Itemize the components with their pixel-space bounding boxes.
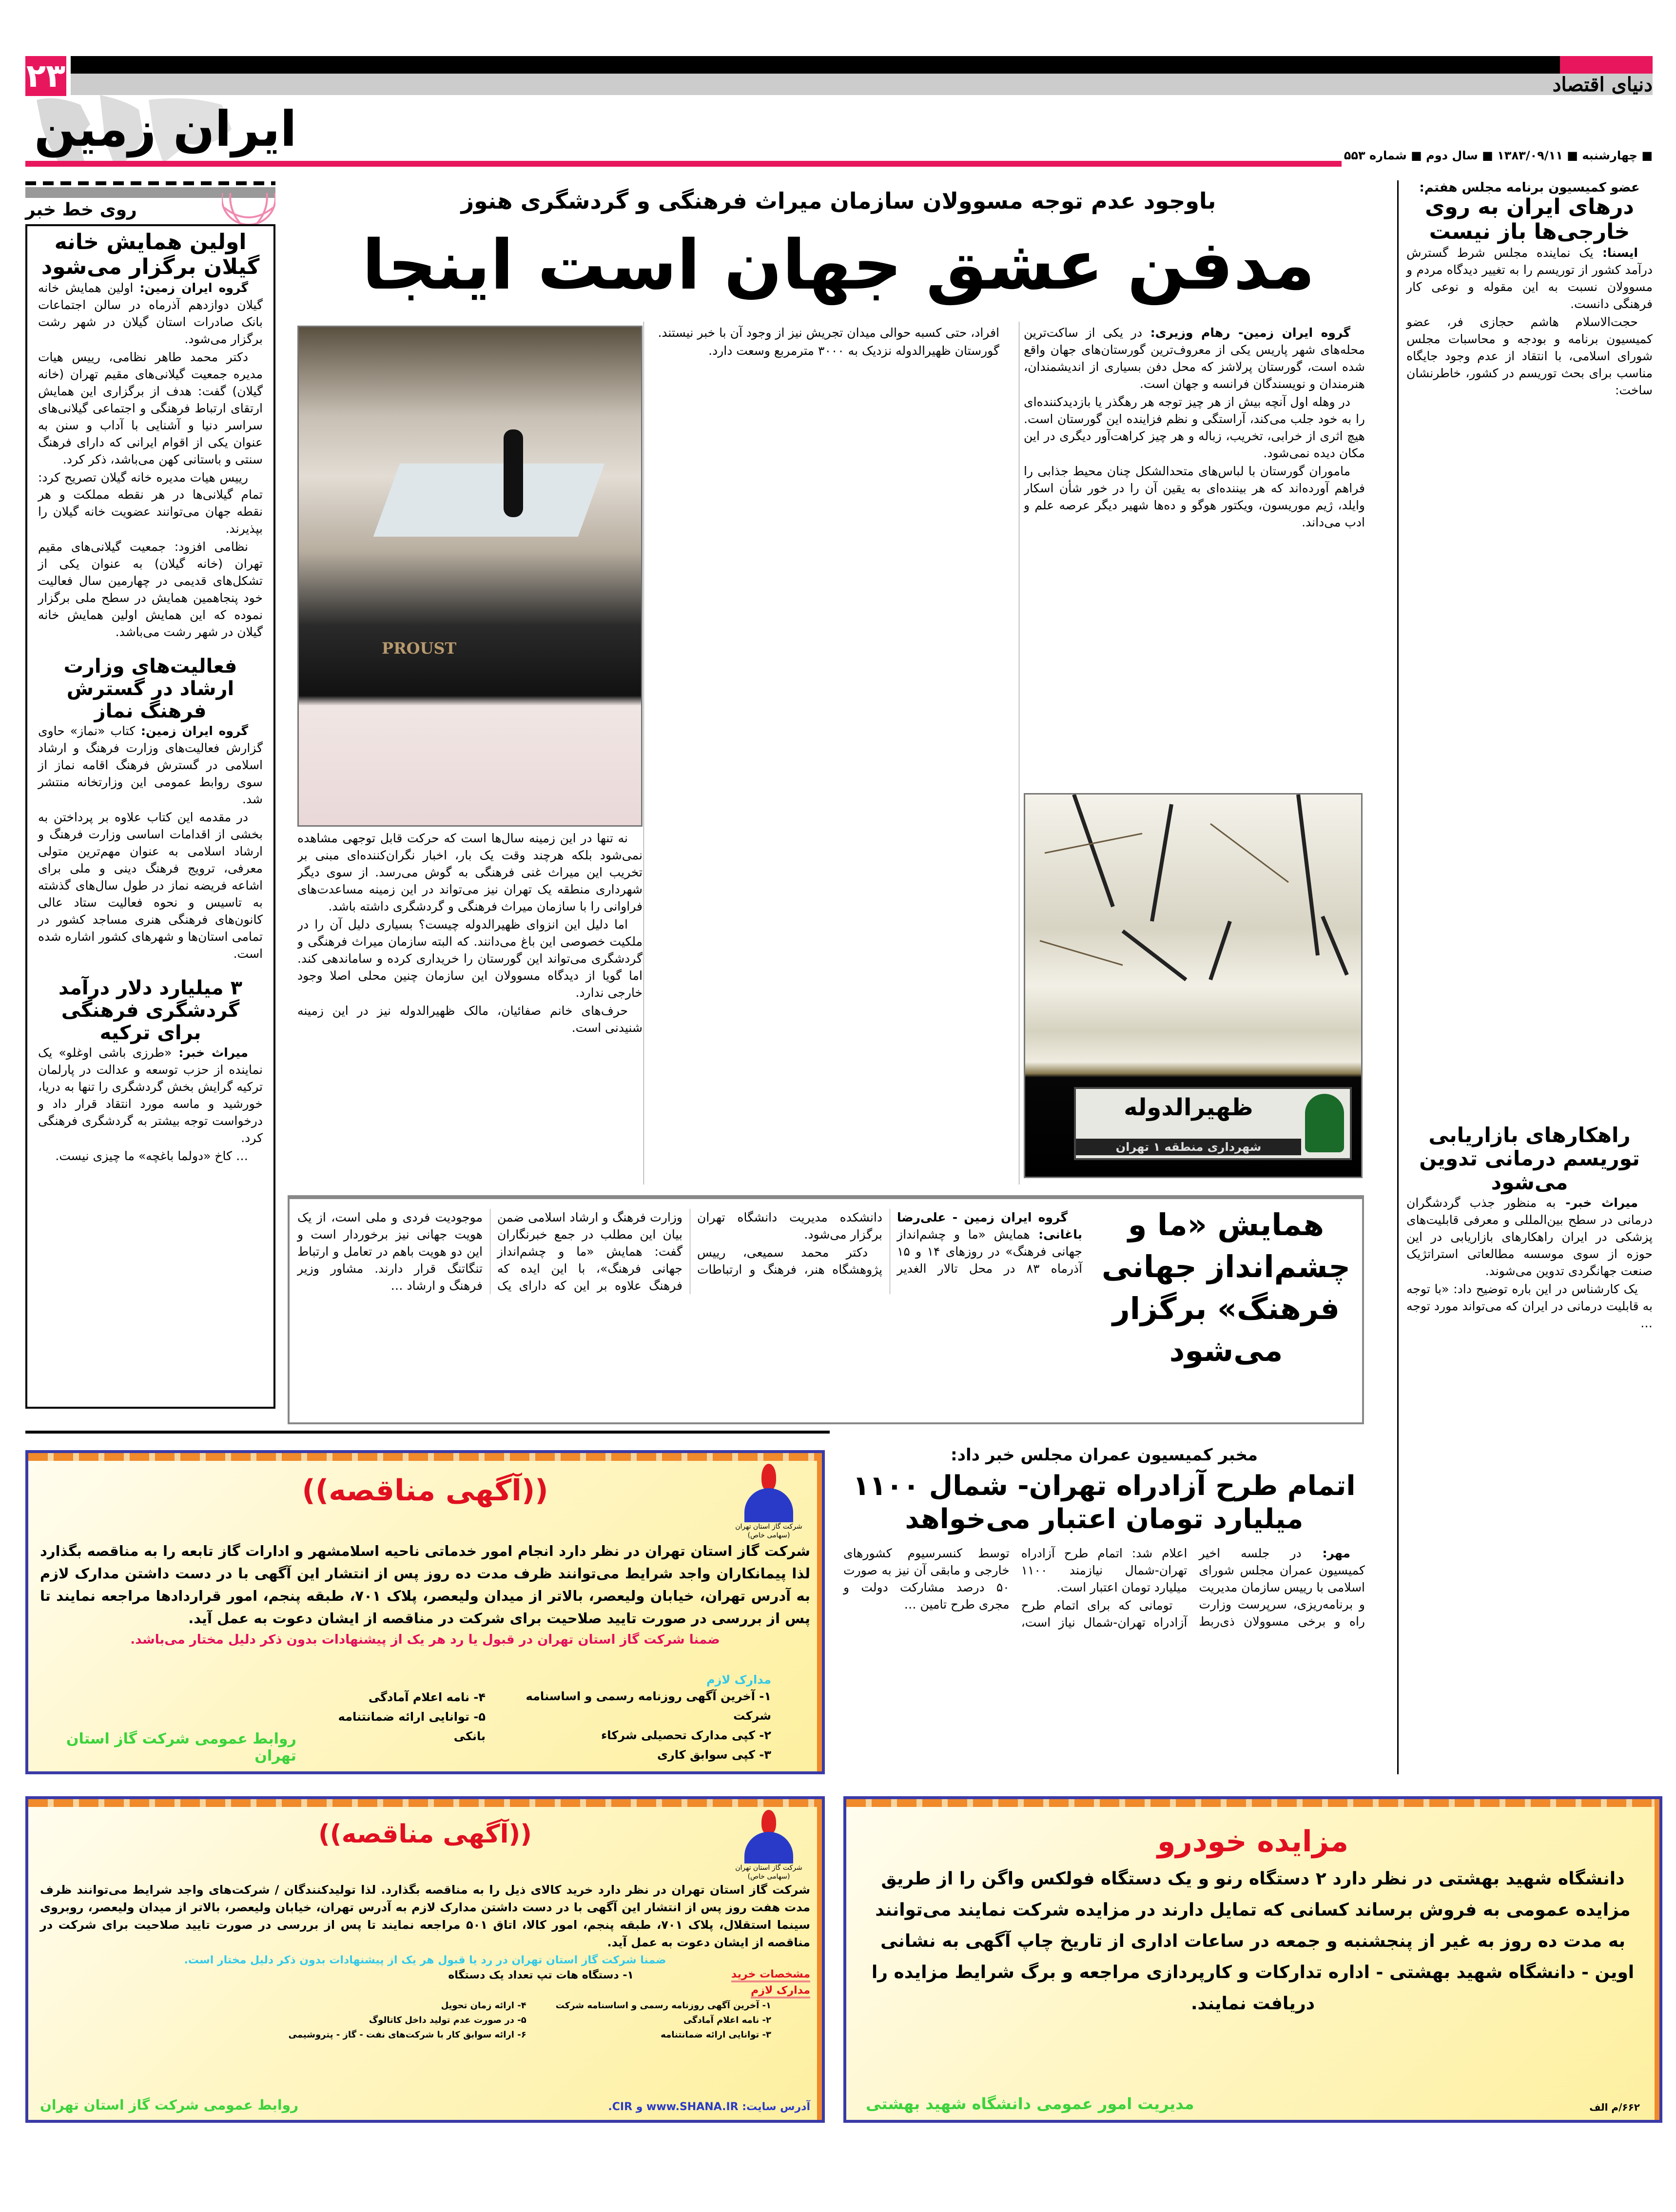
road-story [843, 1445, 1365, 1631]
news-headline[interactable]: فعالیت‌های وزارت ارشاد در گسترش فرهنگ نماز [63, 655, 237, 723]
news-headline[interactable]: راهکارهای بازاریابی توریسم درمانی تدوین می‌شود [1419, 1123, 1640, 1194]
source: میراث خبر- [1556, 1195, 1638, 1210]
logo-caption: شرکت گاز استان تهران (سهامی خاص) [735, 1864, 802, 1881]
page-number-box: ۲۳ [25, 56, 66, 96]
main-col-a [1024, 324, 1365, 787]
lead-text: به منظور جذب گردشگران درمانی در سطح بین‌المللی و معرفی قابلیت‌های پزشکی در ایران راهکارهای بازاریابی در این حوزه از سوی موسسه مطالعاتی استراتژیک صنعت جهانگردی تدوین می‌شوند. [1406, 1195, 1653, 1278]
news-item [38, 230, 263, 640]
ad-title: ((آگهی مناقصه)) [318, 1820, 532, 1849]
flower-vase [504, 429, 523, 517]
paragraph: تومانی که برای اتمام طرح آزادراه تهران-شمال نیاز است، توسط کنسرسیوم کشورهای خارجی و مابقی آن نیز به صورت ۵۰ درصد مشارکت دولت و مجری طرح تامین … [843, 1546, 1188, 1630]
conference-body [297, 1209, 1082, 1294]
road-body [843, 1545, 1365, 1631]
lead-text: یک نماینده مجلس شرط گسترش درآمد کشور از توریسم را به تغییر دیدگاه مردم و مسوولان نسبت به این مقوله و نوعی کار فرهنگی دانست. [1406, 246, 1653, 311]
tomb-slab [373, 464, 605, 537]
ad-website[interactable]: آدرس سایت: www.SHANA.IR و CIR. [608, 2101, 810, 2113]
paragraph: نظامی افزود: جمعیت گیلانی‌های مقیم تهران (خانه گیلان) به عنوان یکی از تشکل‌های قدیمی در چهارمین سال فعالیت خود پنجاهمین همایش در سطح ملی برگزار نموده که این همایش اولین همایش خانه گیلان در شهر رشت می‌باشد. [38, 540, 263, 640]
paragraph-list [646, 324, 1014, 359]
dateline: ■ چهارشنبه ■ ۱۳۸۳/۰۹/۱۱ ■ سال دوم ■ شماره ۵۵۳ [1344, 149, 1653, 162]
source: ایسنا: [1593, 246, 1638, 260]
lead-text: «طرزی باشی اوغلو» یک نماینده از حزب توسعه و عدالت در پارلمان ترکیه گرایش بخش گردشگری را تنها به دریا، خورشید و ماسه مورد انتقاد قرار داد و درخواست توجه بیشتر به گردشگری فرهنگی کرد. [38, 1046, 263, 1145]
paragraph: در مقدمه این کتاب علاوه بر پرداختن به بخشی از اقدامات اساسی وزارت فرهنگ و ارشاد اسلامی به عنوان مهم‌ترین متولی معرفی، ترویج فرهنگ دینی و ملی برای اشاعه فریضه نماز در طول سال‌های گذشته به تاسیس و نحوه فعالیت ستاد عالی کانون‌های فرهنگی هنری مساجد کشور در تمامی استان‌ها و شهرهای کشور اشاره شده است. [38, 810, 263, 961]
lead-paragraph [1406, 244, 1653, 312]
news-item [38, 977, 263, 1164]
doc-item: ۶- ارائه سوابق کار با شرکت‌های نفت - گاز - پتروشیمی [288, 2030, 526, 2040]
gas-company-logo-icon [742, 1464, 796, 1522]
paragraph: دکتر محمد طاهر نظامی، رییس هیات مدیره جمعیت گیلانی‌های مقیم تهران (خانه گیلان) گفت: هدف از برگزاری این همایش ارتقای ارتباط فرهنگی و اجتماعی گیلانی‌های سراسر دنیا و آشنایی با آداب و سنن به عنوان یکی از اقوام ایرانی که دارای فرهنگ سنتی و باستانی کهن می‌باشد، ذکر کرد. [38, 350, 263, 467]
news-line-dashes [25, 181, 275, 185]
main-col-c [297, 830, 643, 1185]
photo-proust-grave [297, 326, 643, 827]
paragraph-list [38, 809, 263, 962]
paragraph: رییس هیات مدیره خانه گیلان تصریح کرد: تمام گیلانی‌ها در هر نقطه مملکت و هر نقطه جهان می‌توانند عضویت خانه گیلان را بپذیرند. [38, 470, 263, 536]
ad-trim [28, 1799, 822, 1807]
paragraph-list [38, 349, 263, 640]
doc-item: ۱- آخرین آگهی روزنامه رسمی و اساسنامه شرکت [526, 1689, 771, 1723]
header-grey-band [71, 74, 1653, 95]
column-rule [643, 322, 644, 1184]
ad-trim [846, 1799, 1659, 1807]
ad-trim [1655, 1799, 1659, 2120]
docs-list-left [289, 1999, 526, 2042]
ad-title: ((آگهی مناقصه)) [302, 1474, 548, 1508]
road-headline[interactable]: اتمام طرح آزادراه تهران- شمال ۱۱۰۰ میلیارد تومان اعتبار می‌خواهد [853, 1470, 1356, 1535]
main-headline[interactable]: مدفن عشق جهان است اینجا [362, 226, 1315, 305]
docs-list-right [556, 1999, 771, 2042]
globe-icon [222, 193, 275, 227]
paragraph-list [1406, 1281, 1653, 1332]
news-item [1406, 180, 1653, 399]
ad-trim [28, 1453, 822, 1461]
sign-subtitle: شهرداری منطقه ۱ تهران [1076, 1139, 1301, 1155]
ad-footer: مدیریت امور عمومی دانشگاه شهید بهشتی [866, 2095, 1194, 2113]
ad-body: دانشگاه شهید بهشتی در نظر دارد ۲ دستگاه رنو و یک دستگاه فولکس واگن را از طریق مزایده عمومی به فروش برساند کسانی که تمایل دارند در مزایده شرکت نمایند می‌توانند به مدت ده روز به غیر از پنجشنبه و جمعه در ساعات اداری از تاریخ چاپ آگهی به نشانی اوین - دانشگاه شهید بهشتی - اداره تدارکات و کارپردازی مراجعه و برگ شرایط مزایده را دریافت نمایند. [871, 1869, 1635, 2014]
lead-paragraph [38, 279, 263, 348]
source: میراث خبر: [172, 1046, 248, 1060]
ad-trim [817, 1799, 822, 2120]
paragraph: حرف‌های خانم صفائیان، مالک ظهیرالدوله نیز در این زمینه شنیدنی است. [297, 1004, 643, 1035]
source: مهر: [1301, 1546, 1350, 1560]
ad-content [40, 1464, 810, 1765]
docs-block [505, 1673, 810, 1765]
news-body [38, 722, 263, 962]
docs-list-left [316, 1673, 486, 1746]
byline: گروه ایران زمین - علی‌رضا باغانی: [897, 1210, 1082, 1242]
ad-note: ضمنا شرکت گاز استان تهران در قبول یا رد هر یک از پیشنهادات بدون ذکر دلیل مختار می‌باشد. [130, 1632, 720, 1647]
ads-divider [25, 1431, 830, 1434]
lead-text: کتاب «نماز» حاوی گزارش فعالیت‌های وزارت فرهنگ و ارشاد اسلامی در گسترش فرهنگ اقامه نماز از سوی روابط عمومی این وزارتخانه منتشر شد. [38, 724, 263, 807]
ad-header [40, 1464, 810, 1540]
photo-zahir-od-dowleh [1024, 793, 1363, 1178]
news-body [38, 1044, 263, 1164]
doc-item: ۳- کپی سوابق کاری [657, 1748, 771, 1762]
paragraph-list [1024, 393, 1365, 531]
paragraph: حجت‌الاسلام هاشم حجازی فر، عضو کمیسیون برنامه و بودجه و محاسبات مجلس شورای اسلامی، با انتقاد از عدم وجود جایگاه مناسب برای بحث توریسم در کشور، خاطرنشان ساخت: [1406, 315, 1653, 398]
ad-docs-row [40, 1673, 810, 1765]
ad-content [40, 1810, 810, 2113]
ad-code: ۶۶۲/م الف [1589, 2101, 1640, 2113]
doc-item: ۲- کپی مدارک تحصیلی شرکاء [601, 1728, 771, 1742]
ad-body: شرکت گاز استان تهران در نظر دارد خرید کالای ذیل را به مناقصه بگذارد. لذا تولیدکنندگان / شرکت‌های واجد شرایط می‌توانند ظرف مدت هفت روز پس از انتشار این آگهی با در دست داشتن مدارک لازم به آدرس تهران، خیابان ولیعصر، بالاتر از میدان ولیعصر، روبروی سینما استقلال، پلاک ۷۰۱، طبقه پنجم، امور کالا، اتاق ۵۰۱ مراجعه نمایند تا پس از بررسی در صورت تایید صلاحیت برای شرکت در مناقصه از ایشان دعوت به عمل آید. [40, 1883, 811, 1949]
road-kicker: مخبر کمیسیون عمران مجلس خبر داد: [950, 1445, 1258, 1465]
lead-paragraph [1024, 324, 1365, 392]
right-column-rule [1397, 180, 1399, 1774]
header-accent-block [1560, 56, 1653, 74]
ad-body: شرکت گاز استان تهران در نظر دارد انجام امور خدماتی ناحیه اسلامشهر و ادارات گاز تابعه را به مناقصه بگذارد لذا پیمانکاران واجد شرایط می‌توانند ظرف مدت ده روز پس از انتشار این آگهی با در دست داشتن مدارک لازم به آدرس تهران، خیابان ولیعصر، بالاتر از میدان ولیعصر، پلاک ۷۰۱، طبقه پنجم، امور قراردادها مراجعه نمایند تا پس از بررسی در صورت تایید صلاحیت برای شرکت در مناقصه از ایشان دعوت به عمل آید. [40, 1543, 811, 1627]
car-auction-ad[interactable] [843, 1796, 1662, 2123]
news-headline[interactable]: ۳ میلیارد دلار درآمد گردشگری فرهنگی برای ترکیه [58, 977, 242, 1045]
ad-title: مزایده خودرو [1157, 1824, 1349, 1859]
lead-paragraph [38, 722, 263, 808]
news-kicker: عضو کمیسیون برنامه مجلس هفتم: [1419, 180, 1640, 195]
main-headline-wrap [292, 222, 1384, 314]
lead-text: در یکی از ساکت‌ترین محله‌های شهر پاریس یکی از معروف‌ترین گورستان‌های جهان واقع شده است، گورستان پرلاشز که محل دفن بسیاری از اندیشمندان، هنرمندان و نویسندگان فرانسه و جهان است. [1024, 326, 1365, 391]
news-body [1406, 244, 1653, 399]
ad-footer: روابط عمومی شرکت گاز استان تهران [66, 1730, 296, 1765]
docs-list-right [505, 1687, 771, 1765]
tomb-inscription: PROUST [382, 639, 457, 658]
spec-row [40, 1968, 810, 1982]
left-news-box [25, 224, 275, 1409]
docs-heading: مدارک لازم [751, 1984, 810, 1999]
ad-trim [817, 1453, 822, 1771]
news-body [1406, 1194, 1653, 1332]
docs-heading: مدارک لازم [706, 1673, 771, 1687]
lead-text: همایش «ما و چشم‌انداز جهانی فرهنگ» در روزهای ۱۴ و ۱۵ آذرماه ۸۳ در محل تالار الغدیر دانشکده مدیریت دانشگاه تهران برگزار می‌شود. [697, 1210, 1082, 1276]
ad-note: ضمنا شرکت گاز استان تهران در رد یا قبول هر یک از پیشنهادات بدون ذکر دلیل مختار است. [184, 1954, 666, 1966]
tender-ad-2[interactable] [25, 1796, 825, 2123]
paragraph: … کاخ «دولما باغچه» ما چیزی نیست. [55, 1149, 248, 1164]
snowy-branches [1025, 795, 1361, 1062]
section-title: ایران زمین [34, 100, 297, 157]
spec-item: ۱- دستگاه هات تپ تعداد یک دستگاه [448, 1969, 634, 1981]
doc-item: ۵- توانایی ارائه ضمانتنامه بانکی [338, 1710, 486, 1743]
logo-caption: شرکت گاز استان تهران (سهامی خاص) [735, 1523, 802, 1539]
lead-text: اولین همایش خانه گیلان دوازدهم آذرماه در سالن اجتماعات بانک صادرات استان گیلان در شهر رشت برگزار می‌شود. [38, 281, 263, 347]
ad-footer-row [40, 2097, 810, 2113]
main-kicker: باوجود عدم توجه مسوولان سازمان میراث فرهنگی و گردشگری هنوز [461, 188, 1216, 214]
paragraph-list [1406, 313, 1653, 399]
paragraph: نه تنها در این زمینه سال‌ها است که حرکت قابل توجهی مشاهده نمی‌شود بلکه هرچند وقت یک بار، اخبار نگران‌کننده‌ای مبنی بر تخریب این میراث غنی فرهنگی به گوش می‌رسد. از سوی دیگر شهرداری منطقه یک تهران نیز می‌تواند در این زمینه مساعدت‌های فراوانی را با سازمان میراث فرهنگی و گردشگری داشته باشد. [297, 831, 643, 913]
paragraph: ماموران گورستان با لباس‌های متحدالشکل چنان محیط جذابی را فراهم آورده‌اند که هر بیننده‌ای به یقین آن را در خور شأن اسکار وایلد، ژیم موریسون، ویکتور هوگو و ده‌ها شهیر دیگر عرصه علم و ادب می‌داند. [1024, 464, 1365, 529]
source: گروه ایران زمین: [135, 724, 248, 738]
news-headline[interactable]: اولین همایش خانه گیلان برگزار می‌شود [41, 230, 260, 279]
sign-title: ظهیرالدوله [1124, 1094, 1253, 1121]
ad-footer: روابط عمومی شرکت گاز استان تهران [40, 2097, 299, 2113]
paragraph: دکتر محمد سمیعی، رییس پژوهشگاه هنر، فرهنگ و ارتباطات وزارت فرهنگ و ارشاد اسلامی ضمن بیان این مطلب در جمع خبرنگاران گفت: همایش «ما و چشم‌انداز جهانی فرهنگ»، با این ایده که فرهنگ علاوه بر این که دارای یک موجودیت فردی و ملی است، از یک هویت جهانی نیز برخوردار است و این دو هویت باهم در تعامل و ارتباط تنگاتنگ قرار دارند. مشاور وزیر فرهنگ و ارشاد … [297, 1210, 882, 1293]
conference-headline[interactable]: همایش «ما و چشم‌انداز جهانی فرهنگ» برگزار می‌شود [1101, 1207, 1351, 1368]
paragraph: افراد، حتی کسبه حوالی میدان تجریش نیز از وجود آن با خبر نیستند. [658, 326, 999, 340]
paragraph-list [297, 830, 643, 1036]
doc-item: ۴- نامه اعلام آمادگی [368, 1690, 486, 1704]
ad-logo [727, 1464, 810, 1540]
paragraph: در وهله اول آنچه بیش از هر چیز توجه هر رهگذر یا بازدیدکننده‌ای را به خود جلب می‌کند، آراستگی و نظم فزاینده این گورستان است. هیچ اثری از خرابی، تخریب، زباله و هر چیز کراهت‌آور دیگری در این مکان دیده نمی‌شود. [1024, 395, 1365, 460]
source: گروه ایران زمین: [133, 281, 248, 295]
municipality-emblem-icon [1305, 1094, 1344, 1152]
tender-ad-1[interactable] [25, 1450, 825, 1774]
paragraph: اما دلیل این انزوای ظهیرالدوله چیست؟ بسیاری دلیل آن را در ملکیت خصوصی این باغ می‌دانند. که البته سازمان میراث فرهنگی و گردشگری می‌تواند این گورستان را خریداری کرده و ساماندهی کند. اما گویا از دیدگاه مسوولان این سازمان چنین محلی اصلا وجود خارجی ندارد. [297, 917, 643, 1000]
news-item [1406, 1124, 1653, 1333]
ad-logo [727, 1810, 810, 1881]
ad-docs-row [40, 1999, 810, 2042]
lead-text: در جلسه اخیر کمیسیون عمران مجلس شورای اسلامی با رییس سازمان مدیریت و برنامه‌ریزی، سرپرست وزارت راه و برخی مسوولان ذی‌ربط اعلام شد: اتمام طرح آزادراه تهران-شمال نیازمند ۱۱۰۰ میلیارد تومان اعتبار است. [1021, 1546, 1365, 1629]
lead-paragraph [38, 1044, 263, 1146]
gas-company-logo-icon [742, 1810, 796, 1863]
ad-content [866, 1810, 1640, 2113]
spec-heading: مشخصات خرید [731, 1968, 810, 1982]
paper-logo: دنیای اقتصاد [1552, 73, 1653, 96]
ad-footer-row [866, 2095, 1640, 2113]
ad-header [40, 1810, 810, 1881]
street-sign [1074, 1087, 1352, 1160]
byline: گروه ایران زمین- رهام وزیری: [1142, 326, 1350, 340]
doc-item: ۱- آخرین آگهی روزنامه رسمی و اساسنامه شرکت [555, 2000, 771, 2011]
paragraph: یک کارشناس در این باره توضیح داد: «با توجه به قابلیت درمانی در ایران که می‌تواند مورد توجه … [1406, 1281, 1653, 1330]
doc-item: ۳- توانایی ارائه ضمانتنامه [661, 2030, 771, 2040]
doc-item: ۴- ارائه زمان تحویل [441, 2000, 526, 2011]
header-accent-line [25, 161, 1342, 167]
news-headline[interactable]: درهای ایران به روی خارجی‌ها باز نیست [1424, 194, 1635, 244]
paragraph: گورستان ظهیرالدوله نزدیک به ۳۰۰۰ مترمربع وسعت دارد. [708, 344, 999, 358]
doc-item: ۲- نامه اعلام آمادگی [683, 2015, 771, 2025]
right-column [1406, 180, 1653, 1774]
lead-paragraph [1406, 1194, 1653, 1280]
main-col-b [646, 324, 1014, 1182]
doc-item: ۵- در صورت عدم تولید داخل کاتالوگ [369, 2015, 526, 2025]
news-line-label: روی خط خبر [25, 200, 137, 220]
news-body [38, 279, 263, 640]
paragraph-list [38, 1147, 263, 1164]
news-item [38, 655, 263, 962]
header-black-bar [71, 56, 1560, 74]
